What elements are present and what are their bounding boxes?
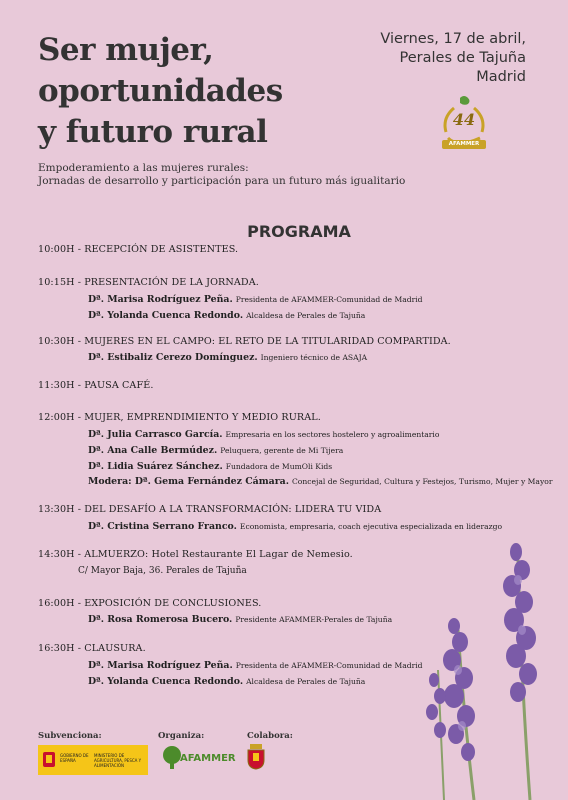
subtitle-line-1: Empoderamiento a las mujeres rurales: [38,162,249,174]
spain-coat-of-arms-icon [41,750,57,770]
program-slot-1600: 16:00H - EXPOSICIÓN DE CONCLUSIONES. [38,598,262,609]
program-slot-1000: 10:00H - RECEPCIÓN DE ASISTENTES. [38,244,239,255]
event-title [38,30,283,153]
organiza-label: Organiza: [158,731,205,741]
speaker-row [88,461,332,472]
speaker-name: Dª. Marisa Rodríguez Peña. [88,294,233,305]
perales-coat-of-arms-icon [247,744,265,770]
speaker-name: Dª. Julia Carrasco García. [88,429,223,440]
speaker-role: Alcaldesa de Perales de Tajuña [246,677,366,686]
speaker-row [88,445,343,456]
speaker-name: Dª. Estibaliz Cerezo Domínguez. [88,352,258,363]
speaker-role: Peluquera, gerente de Mi Tijera [220,446,344,455]
speaker-row [88,676,365,687]
afammer-logo [158,745,236,775]
program-slot-1330: 13:30H - DEL DESAFÍO A LA TRANSFORMACIÓN: LIDERA TU VIDA [38,504,382,515]
ministry-text: MINISTERIO DE AGRICULTURA, PESCA Y ALIMENTACIÓN [94,753,142,768]
speaker-role: Presidenta de AFAMMER-Comunidad de Madrid [235,295,423,304]
speaker-role: Presidenta de AFAMMER-Comunidad de Madrid [235,661,423,670]
subtitle-line-2: Jornadas de desarrollo y participación para un futuro más igualitario [38,175,406,187]
speaker-role: Economista, empresaria, coach ejecutiva especializada en liderazgo [239,522,503,531]
program-slot-1430: 14:30H - ALMUERZO: Hotel Restaurante El Lagar de Nemesio. [38,549,353,560]
speaker-role: Ingeniero técnico de ASAJA [260,353,368,362]
afammer-anniversary-badge [436,92,492,158]
event-subtitle [38,162,405,188]
moderator-role: Concejal de Seguridad, Cultura y Festejos, Turismo, Mujer y Mayor [292,477,553,486]
speaker-role: Presidente AFAMMER-Perales de Tajuña [235,615,393,624]
badge-label: AFAMMER [448,141,480,147]
speaker-row [88,310,365,321]
title-line-3: y futuro rural [38,114,268,150]
speaker-row [88,521,502,532]
colabora-label: Colabora: [247,731,293,741]
event-date: Viernes, 17 de abril, [380,31,526,47]
speaker-role: Empresaria en los sectores hostelero y agroalimentario [225,430,440,439]
event-info [380,30,526,87]
moderator-name: Modera: Dª. Gema Fernández Cámara. [88,476,290,487]
moderator-row [88,476,552,487]
afammer-logo-text: AFAMMER [180,753,236,764]
program-slot-1630: 16:30H - CLAUSURA. [38,643,146,654]
gov-text: GOBIERNO DE ESPAÑA [60,753,89,763]
badge-number: 44 [452,110,476,129]
speaker-name: Dª. Lidia Suárez Sánchez. [88,461,223,472]
speaker-row [88,614,392,625]
speaker-row [88,294,423,305]
speaker-name: Dª. Marisa Rodríguez Peña. [88,660,233,671]
speaker-name: Dª. Rosa Romerosa Bucero. [88,614,233,625]
speaker-role: Fundadora de MumOli Kids [225,462,333,471]
title-line-1: Ser mujer, [38,32,214,68]
speaker-name: Dª. Cristina Serrano Franco. [88,521,237,532]
programa-heading: PROGRAMA [247,222,351,241]
title-line-2: oportunidades [38,73,283,109]
subvenciona-label: Subvenciona: [38,731,102,741]
program-slot-1015: 10:15H - PRESENTACIÓN DE LA JORNADA. [38,277,259,288]
speaker-name: Dª. Ana Calle Bermúdez. [88,445,218,456]
almuerzo-address: C/ Mayor Baja, 36. Perales de Tajuña [78,566,247,576]
ministerio-logo [38,745,148,775]
speaker-name: Dª. Yolanda Cuenca Redondo. [88,310,244,321]
speaker-row [88,429,439,440]
speaker-row [88,660,423,671]
program-slot-1030: 10:30H - MUJERES EN EL CAMPO: EL RETO DE LA TITULARIDAD COMPARTIDA. [38,336,451,347]
speaker-row [88,352,367,363]
lavender-flowers-image [418,540,568,800]
speaker-name: Dª. Yolanda Cuenca Redondo. [88,676,244,687]
program-slot-1130: 11:30H - PAUSA CAFÉ. [38,380,154,391]
event-town: Perales de Tajuña [399,50,526,66]
event-region: Madrid [476,69,526,85]
speaker-role: Alcaldesa de Perales de Tajuña [246,311,366,320]
program-slot-1200: 12:00H - MUJER, EMPRENDIMIENTO Y MEDIO RURAL. [38,412,321,423]
